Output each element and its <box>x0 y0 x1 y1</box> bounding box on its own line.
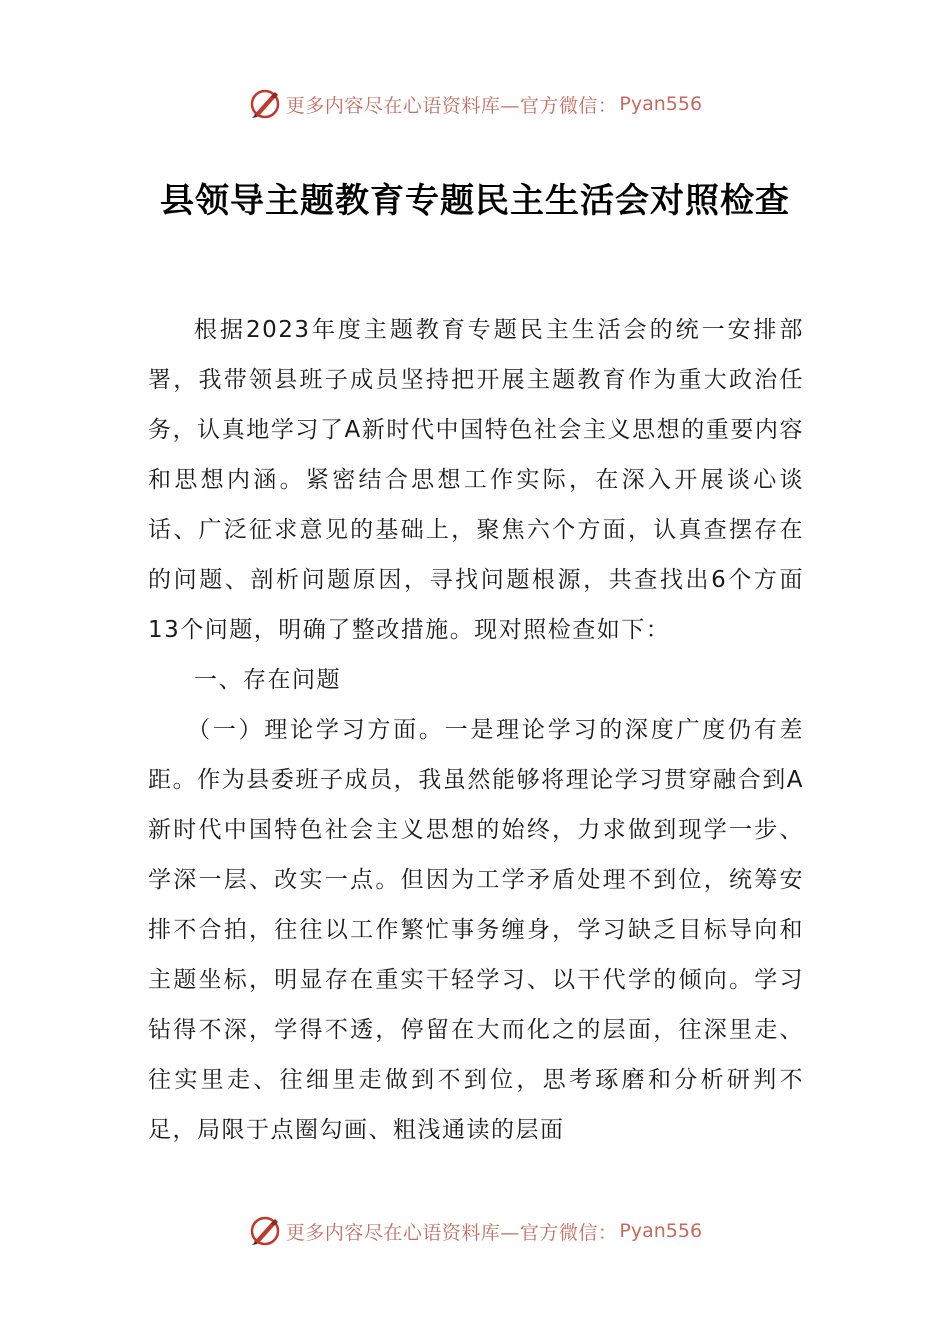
pen-logo-icon <box>248 1214 282 1248</box>
watermark-header <box>0 86 950 122</box>
watermark-wechat-id: Pyan556 <box>619 93 703 115</box>
watermark-text: 更多内容尽在心语资料库—官方微信： <box>285 94 618 117</box>
pen-logo-icon <box>248 87 282 121</box>
subsection-paragraph: （一）理论学习方面。一是理论学习的深度广度仍有差距。作为县委班子成员，我虽然能够将理论学习贯穿融合到A新时代中国特色社会主义思想的始终，力求做到现学一步、学深一层、改实一点。但因为工学矛盾处理不到位，统筹安排不合拍，往往以工作繁忙事务缠身，学习缺乏目标导向和主题坐标，明显存在重实干轻学习、以干代学的倾向。学习钻得不深，学得不透，停留在大而化之的层面，往深里走、往实里走、往细里走做到不到位，思考琢磨和分析研判不足，局限于点圈勾画、粗浅通读的层面 <box>148 717 804 1143</box>
watermark-footer <box>0 1213 950 1249</box>
watermark-wechat-id: Pyan556 <box>619 1220 703 1242</box>
document-title: 县领导主题教育专题民主生活会对照检查 <box>160 181 790 221</box>
document-body <box>148 305 804 1155</box>
intro-paragraph: 根据2023年度主题教育专题民主生活会的统一安排部署，我带领县班子成员坚持把开展主题教育作为重大政治任务，认真地学习了A新时代中国特色社会主义思想的重要内容和思想内涵。紧密结合思想工作实际，在深入开展谈心谈话、广泛征求意见的基础上，聚焦六个方面，认真查摆存在的问题、剖析问题原因，寻找问题根源，共查找出6个方面13个问题，明确了整改措施。现对照检查如下： <box>148 317 804 643</box>
watermark-text: 更多内容尽在心语资料库—官方微信： <box>285 1221 618 1244</box>
section-heading: 一、存在问题 <box>194 667 341 693</box>
